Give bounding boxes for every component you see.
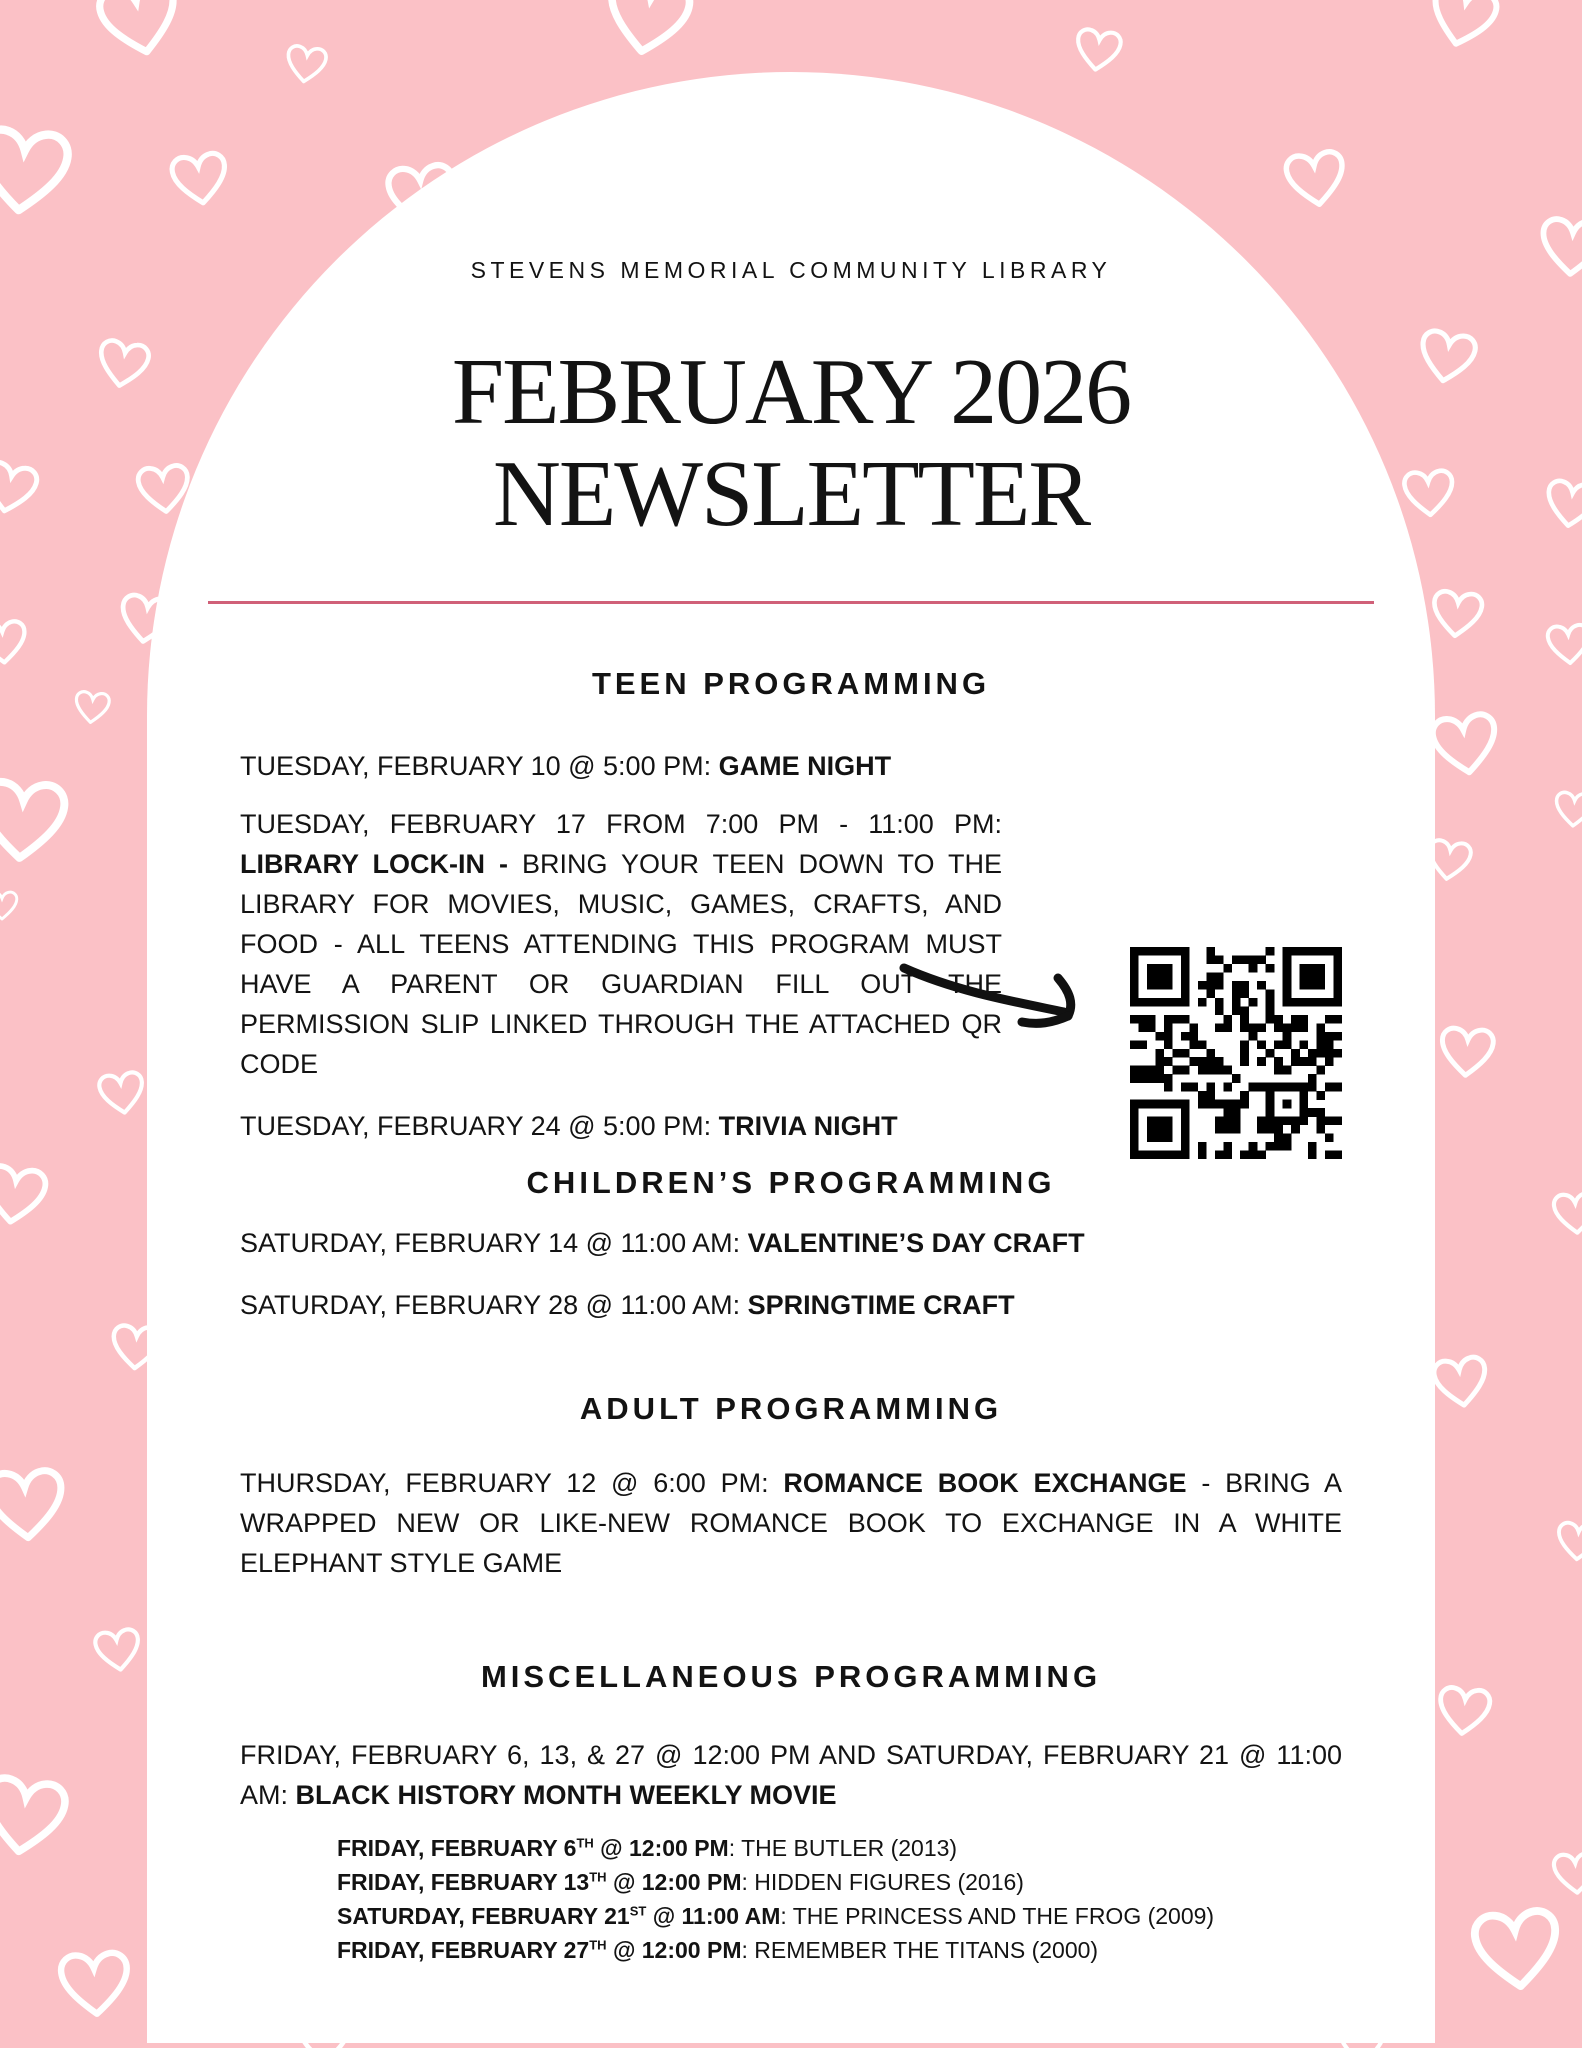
heart-icon <box>1069 22 1128 81</box>
movie-title: : REMEMBER THE TITANS (2000) <box>741 1937 1099 1963</box>
heart-icon <box>1463 1897 1571 2005</box>
heart-icon <box>1551 787 1582 834</box>
movie-item: FRIDAY, FEBRUARY 6TH @ 12:00 PM: THE BUTLER (2013) <box>337 1835 958 1861</box>
event-lockin-details: BRING YOUR TEEN DOWN TO THE LIBRARY FOR MOVIES, MUSIC, GAMES, CRAFTS, AND FOOD - ALL TEENS ATTENDING THIS PROGRAM MUST HAVE A PARENT OR GUARDIAN FILL OUT THE PERMISSION SLIP LINKED THROUGH THE ATTACHED QR CODE <box>240 849 1002 1079</box>
event-valentine-craft <box>240 1223 1342 1263</box>
heart-icon <box>164 144 236 216</box>
event-romance-datetime: THURSDAY, FEBRUARY 12 @ 6:00 PM: <box>240 1468 784 1498</box>
heart-icon <box>52 1942 137 2027</box>
section-heading-children: CHILDREN’S PROGRAMMING <box>526 1165 1056 1200</box>
event-springtime-craft <box>240 1285 1342 1325</box>
event-game-night-title: GAME NIGHT <box>718 751 892 781</box>
heart-icon <box>0 1459 73 1553</box>
event-romance-book-exchange <box>240 1463 1342 1583</box>
heart-icon <box>280 39 332 91</box>
heart-icon <box>0 614 32 672</box>
movie-list <box>240 1831 1342 1967</box>
newsletter-arch-panel <box>147 72 1435 2043</box>
newsletter-title <box>240 341 1342 545</box>
event-game-night <box>240 746 1342 786</box>
section-heading-adult: ADULT PROGRAMMING <box>579 1391 1003 1426</box>
heart-icon <box>1278 142 1355 219</box>
heart-icon <box>0 1155 55 1236</box>
movie-item: FRIDAY, FEBRUARY 13TH @ 12:00 PM: HIDDEN FIGURES (2016) <box>337 1869 1024 1895</box>
heart-icon <box>0 115 80 230</box>
event-trivia-datetime: TUESDAY, FEBRUARY 24 @ 5:00 PM: <box>240 1111 719 1141</box>
section-heading-teen: TEEN PROGRAMMING <box>591 666 991 701</box>
heart-icon <box>0 888 20 924</box>
section-heading-misc: MISCELLANEOUS PROGRAMMING <box>480 1659 1102 1694</box>
library-name: STEVENS MEMORIAL COMMUNITY LIBRARY <box>470 257 1112 283</box>
newsletter-title-line2: NEWSLETTER <box>492 442 1090 546</box>
heart-icon <box>1542 618 1582 671</box>
heart-icon <box>1552 1516 1582 1567</box>
heart-icon <box>93 1065 152 1124</box>
movie-item: SATURDAY, FEBRUARY 21ST @ 11:00 AM: THE PRINCESS AND THE FROG (2009) <box>337 1903 1215 1929</box>
heart-icon <box>1548 1846 1582 1902</box>
movie-title: : THE BUTLER (2013) <box>728 1835 958 1861</box>
event-lockin-datetime: TUESDAY, FEBRUARY 17 FROM 7:00 PM - 11:00 PM: <box>240 809 1002 839</box>
heart-icon <box>70 686 114 730</box>
heart-icon <box>89 1622 148 1681</box>
heart-icon <box>1410 321 1484 395</box>
ordinal-superscript: TH <box>576 1835 594 1851</box>
event-trivia-title: TRIVIA NIGHT <box>718 1111 898 1141</box>
heart-icon <box>1534 210 1582 287</box>
event-romance-details: - BRING A WRAPPED NEW OR LIKE-NEW ROMANCE BOOK TO EXCHANGE IN A WHITE ELEPHANT STYLE GAME <box>240 1468 1342 1578</box>
curved-arrow-icon <box>898 952 1098 1042</box>
ordinal-superscript: TH <box>589 1869 607 1885</box>
ordinal-superscript: ST <box>629 1903 647 1919</box>
event-valentine-datetime: SATURDAY, FEBRUARY 14 @ 11:00 AM: <box>240 1228 748 1258</box>
event-movie-summary-datetime: FRIDAY, FEBRUARY 6, 13, & 27 @ 12:00 PM AND SATURDAY, FEBRUARY 21 @ 11:00 AM: <box>240 1740 1342 1810</box>
heart-icon <box>0 1764 77 1871</box>
heart-icon <box>1548 1186 1582 1242</box>
heart-icon <box>89 331 156 398</box>
divider-line <box>208 601 1374 604</box>
heart-icon <box>1425 583 1489 647</box>
ordinal-superscript: TH <box>589 1937 607 1953</box>
movie-title: : HIDDEN FIGURES (2016) <box>741 1869 1024 1895</box>
event-game-night-datetime: TUESDAY, FEBRUARY 10 @ 5:00 PM: <box>240 751 719 781</box>
heart-icon <box>592 0 702 73</box>
event-springtime-title: SPRINGTIME CRAFT <box>747 1290 1015 1320</box>
heart-icon <box>0 769 75 876</box>
movie-title: : THE PRINCESS AND THE FROG (2009) <box>780 1903 1215 1929</box>
heart-icon <box>87 0 194 73</box>
heart-icon <box>1423 703 1508 788</box>
heart-icon <box>1398 463 1460 525</box>
heart-icon <box>1434 1020 1500 1086</box>
event-romance-title: ROMANCE BOOK EXCHANGE <box>783 1468 1187 1498</box>
event-library-lockin <box>240 804 1342 1084</box>
event-valentine-title: VALENTINE’S DAY CRAFT <box>747 1228 1085 1258</box>
heart-icon <box>1417 0 1508 63</box>
event-springtime-datetime: SATURDAY, FEBRUARY 28 @ 11:00 AM: <box>240 1290 748 1320</box>
event-movie-summary <box>240 1735 1342 1815</box>
event-lockin-title: LIBRARY LOCK-IN - <box>240 849 522 879</box>
movie-item: FRIDAY, FEBRUARY 27TH @ 12:00 PM: REMEMBER THE TITANS (2000) <box>337 1937 1099 1963</box>
event-movie-summary-title: BLACK HISTORY MONTH WEEKLY MOVIE <box>295 1780 837 1810</box>
heart-icon <box>1426 1348 1496 1418</box>
heart-icon <box>1538 472 1582 538</box>
heart-icon <box>0 452 46 526</box>
heart-icon <box>1431 1679 1497 1745</box>
newsletter-title-line1: FEBRUARY 2026 <box>451 340 1131 444</box>
